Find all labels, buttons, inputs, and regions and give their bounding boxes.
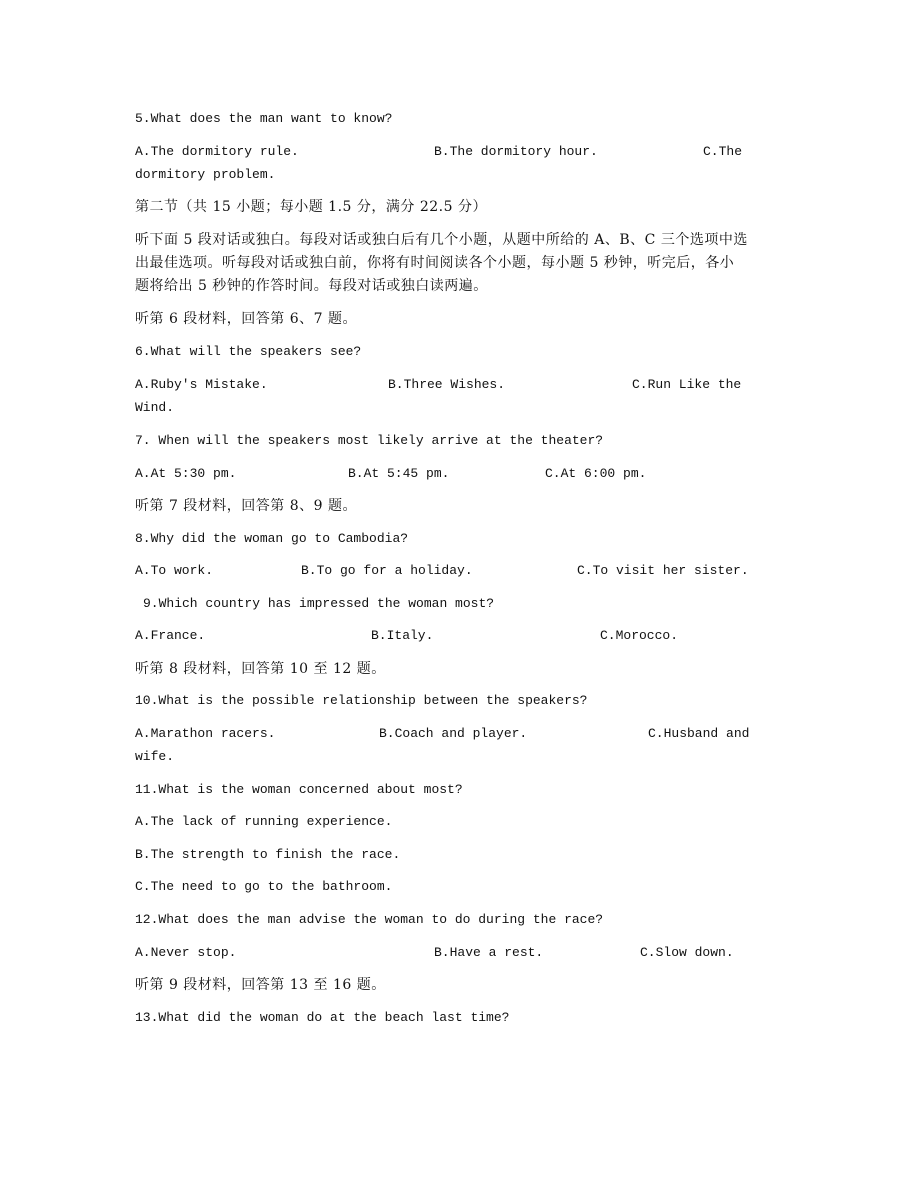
q10-option-c-cont: wife. bbox=[135, 749, 175, 764]
q7-option-b: B.At 5:45 pm. bbox=[348, 466, 450, 481]
q12-question: 12.What does the man advise the woman to do during the race? bbox=[135, 912, 604, 927]
q6-option-c-cont: Wind. bbox=[135, 400, 175, 415]
q11-option-c: C.The need to go to the bathroom. bbox=[135, 879, 393, 894]
q11-option-a: A.The lack of running experience. bbox=[135, 814, 393, 829]
q12-option-a: A.Never stop. bbox=[135, 945, 237, 960]
instructions-line: 出最佳选项。听每段对话或独白前，你将有时间阅读各个小题，每小题 5 秒钟，听完后，各小 bbox=[135, 255, 735, 271]
instructions-line: 题将给出 5 秒钟的作答时间。每段对话或独白读两遍。 bbox=[135, 278, 488, 294]
q9-option-c: C.Morocco. bbox=[600, 628, 679, 643]
q8-option-c: C.To visit her sister. bbox=[577, 563, 749, 578]
material-6-heading: 听第 6 段材料，回答第 6、7 题。 bbox=[135, 311, 358, 327]
q9-option-a: A.France. bbox=[135, 628, 206, 643]
q10-option-a: A.Marathon racers. bbox=[135, 726, 276, 741]
section-heading: 第二节（共 15 小题；每小题 1.5 分，满分 22.5 分） bbox=[135, 199, 487, 215]
q10-option-b: B.Coach and player. bbox=[379, 726, 528, 741]
q6-question: 6.What will the speakers see? bbox=[135, 344, 362, 359]
q5-option-c-cont: dormitory problem. bbox=[135, 167, 276, 182]
q10-question: 10.What is the possible relationship between the speakers? bbox=[135, 693, 588, 708]
q8-option-b: B.To go for a holiday. bbox=[301, 563, 473, 578]
q12-option-b: B.Have a rest. bbox=[434, 945, 544, 960]
q7-option-c: C.At 6:00 pm. bbox=[545, 466, 647, 481]
q12-option-c: C.Slow down. bbox=[640, 945, 734, 960]
q9-option-b: B.Italy. bbox=[371, 628, 434, 643]
q5-option-a: A.The dormitory rule. bbox=[135, 144, 299, 159]
material-9-heading: 听第 9 段材料，回答第 13 至 16 题。 bbox=[135, 977, 386, 993]
q5-option-c: C.The bbox=[703, 144, 743, 159]
q11-option-b: B.The strength to finish the race. bbox=[135, 847, 401, 862]
q6-option-c: C.Run Like the bbox=[632, 377, 742, 392]
material-7-heading: 听第 7 段材料，回答第 8、9 题。 bbox=[135, 498, 358, 514]
q10-option-c: C.Husband and bbox=[648, 726, 750, 741]
q7-question: 7. When will the speakers most likely arrive at the theater? bbox=[135, 433, 604, 448]
material-8-heading: 听第 8 段材料，回答第 10 至 12 题。 bbox=[135, 661, 386, 677]
q5-option-b: B.The dormitory hour. bbox=[434, 144, 598, 159]
q5-question: 5.What does the man want to know? bbox=[135, 111, 393, 126]
q9-question: 9.Which country has impressed the woman most? bbox=[143, 596, 495, 611]
q13-question: 13.What did the woman do at the beach last time? bbox=[135, 1010, 510, 1025]
q8-question: 8.Why did the woman go to Cambodia? bbox=[135, 531, 409, 546]
instructions-line: 听下面 5 段对话或独白。每段对话或独白后有几个小题，从题中所给的 A、B、C 三个选项中选 bbox=[135, 232, 748, 248]
q8-option-a: A.To work. bbox=[135, 563, 214, 578]
q6-option-a: A.Ruby's Mistake. bbox=[135, 377, 268, 392]
q7-option-a: A.At 5:30 pm. bbox=[135, 466, 237, 481]
q6-option-b: B.Three Wishes. bbox=[388, 377, 506, 392]
q11-question: 11.What is the woman concerned about most? bbox=[135, 782, 463, 797]
